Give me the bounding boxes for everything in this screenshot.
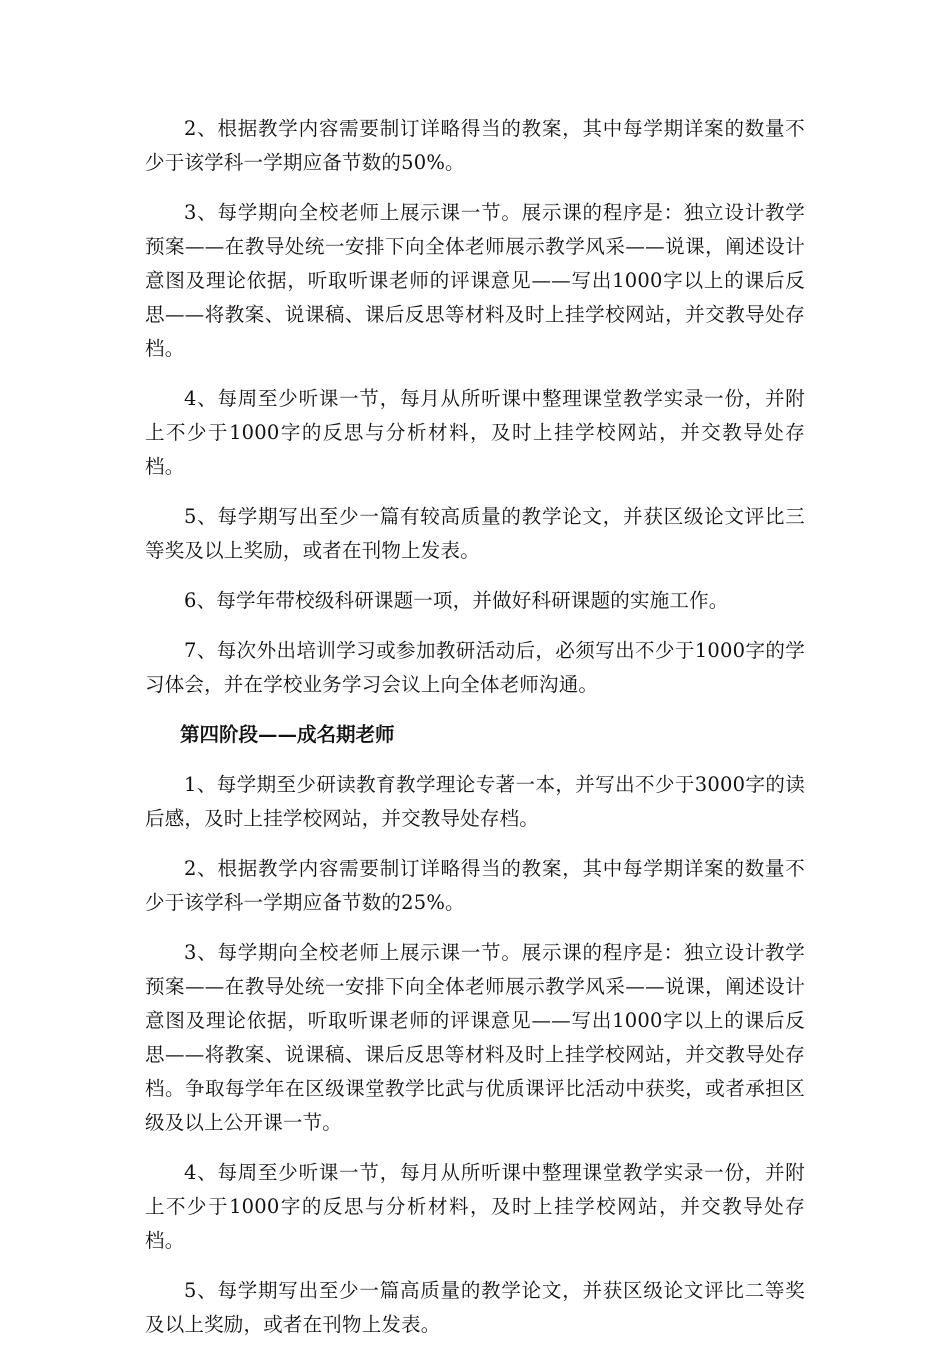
paragraph-item-7: 7、每次外出培训学习或参加教研活动后，必须写出不少于1000字的学习体会，并在学校业务学习会议上向全体老师沟通。 <box>145 639 805 696</box>
paragraph-item-6: 6、每学年带校级科研课题一项，并做好科研课题的实施工作。 <box>184 589 729 612</box>
paragraph-item-2: 2、根据教学内容需要制订详略得当的教案，其中每学期详案的数量不少于该学科一学期应备节数的50%。 <box>145 117 805 174</box>
paragraph-item-3: 3、每学期向全校老师上展示课一节。展示课的程序是：独立设计教学预案——在教导处统一安排下向全体老师展示教学风采——说课，阐述设计意图及理论依据，听取听课老师的评课意见——写出1000字以上的课后反思——将教案、说课稿、课后反思等材料及时上挂学校网站，并交教导处存档。 <box>145 201 805 360</box>
paragraph-stage4-item-2: 2、根据教学内容需要制订详略得当的教案，其中每学期详案的数量不少于该学科一学期应备节数的25%。 <box>145 857 805 914</box>
document-page <box>145 112 805 1358</box>
paragraph-item-5: 5、每学期写出至少一篇有较高质量的教学论文，并获区级论文评比三等奖及以上奖励，或者在刊物上发表。 <box>145 505 805 562</box>
paragraph-stage4-item-1: 1、每学期至少研读教育教学理论专著一本，并写出不少于3000字的读后感，及时上挂学校网站，并交教导处存档。 <box>145 773 805 830</box>
paragraph-stage4-item-4: 4、每周至少听课一节，每月从所听课中整理课堂教学实录一份，并附上不少于1000字的反思与分析材料，及时上挂学校网站，并交教导处存档。 <box>145 1161 805 1252</box>
section-heading: 第四阶段——成名期老师 <box>180 723 395 746</box>
paragraph-stage4-item-3: 3、每学期向全校老师上展示课一节。展示课的程序是：独立设计教学预案——在教导处统一安排下向全体老师展示教学风采——说课，阐述设计意图及理论依据，听取听课老师的评课意见——写出1000字以上的课后反思——将教案、说课稿、课后反思等材料及时上挂学校网站，并交教导处存档。争取每学年在区级课堂教学比武与优质课评比活动中获奖，或者承担区级及以上公开课一节。 <box>145 941 805 1134</box>
paragraph-item-4: 4、每周至少听课一节，每月从所听课中整理课堂教学实录一份，并附上不少于1000字的反思与分析材料，及时上挂学校网站，并交教导处存档。 <box>145 387 805 478</box>
paragraph-stage4-item-5: 5、每学期写出至少一篇高质量的教学论文，并获区级论文评比二等奖及以上奖励，或者在刊物上发表。 <box>145 1279 805 1336</box>
